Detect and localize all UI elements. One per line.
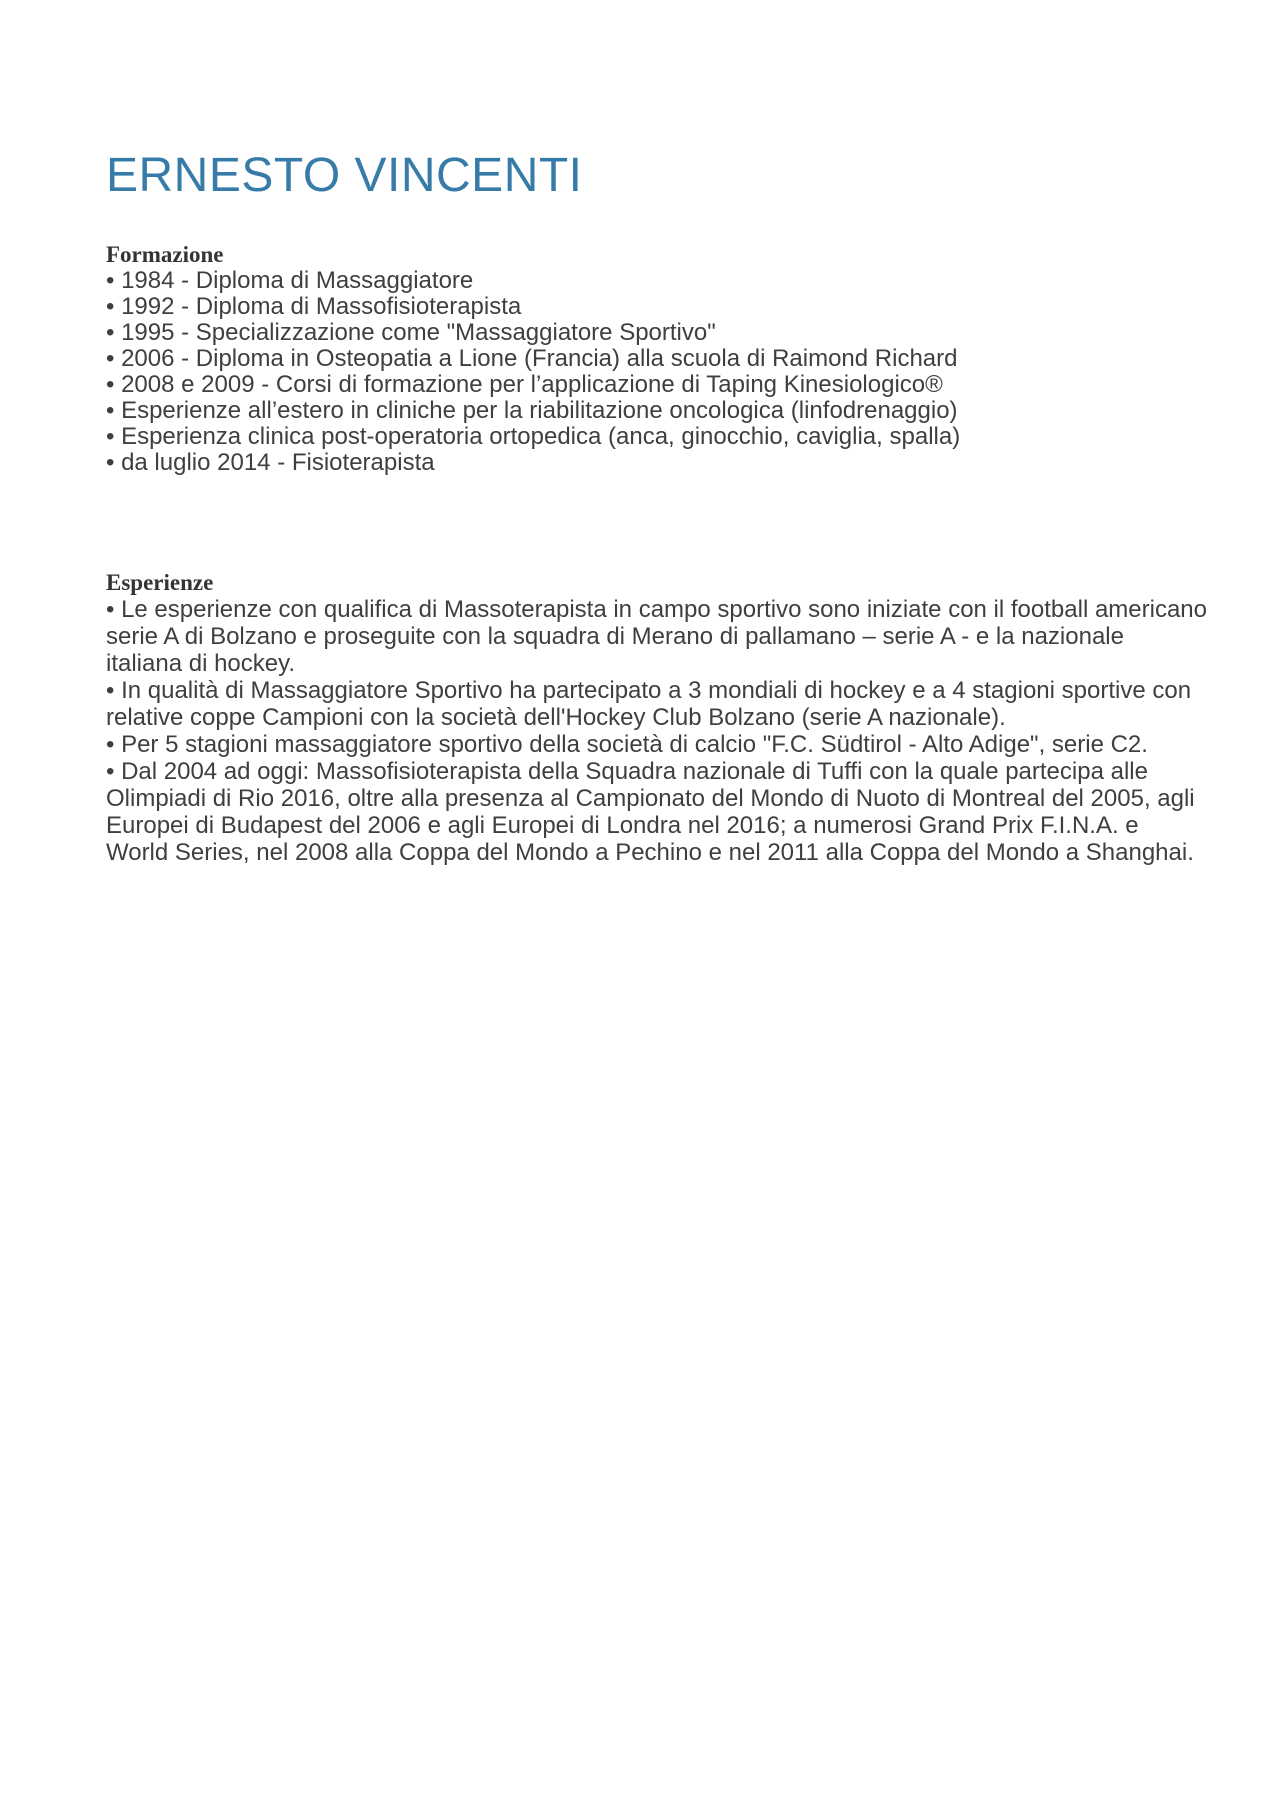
esperienze-paragraph bbox=[106, 758, 1230, 866]
paragraph-line: • Dal 2004 ad oggi: Massofisioterapista della Squadra nazionale di Tuffi con la quale partecipa alle bbox=[106, 758, 1148, 785]
formazione-heading: Formazione bbox=[106, 242, 224, 267]
formazione-item: • 1984 - Diploma di Massaggiatore bbox=[106, 267, 474, 294]
section-esperienze bbox=[106, 569, 1230, 866]
esperienze-paragraph bbox=[106, 731, 1230, 758]
paragraph-line: relative coppe Campioni con la società dell'Hockey Club Bolzano (serie A nazionale). bbox=[106, 704, 1006, 731]
formazione-item: • 1992 - Diploma di Massofisioterapista bbox=[106, 293, 522, 320]
esperienze-paragraph bbox=[106, 677, 1230, 731]
esperienze-list bbox=[106, 596, 1230, 866]
paragraph-line: • Per 5 stagioni massaggiatore sportivo della società di calcio "F.C. Südtirol - Alto Adige", serie C2. bbox=[106, 731, 1148, 758]
esperienze-paragraph bbox=[106, 596, 1230, 677]
page-title: ERNESTO VINCENTI bbox=[106, 149, 583, 202]
paragraph-line: World Series, nel 2008 alla Coppa del Mondo a Pechino e nel 2011 alla Coppa del Mondo a Shanghai. bbox=[106, 839, 1194, 866]
paragraph-line: italiana di hockey. bbox=[106, 650, 295, 677]
paragraph-line: Olimpiadi di Rio 2016, oltre alla presenza al Campionato del Mondo di Nuoto di Montreal del 2005, agli bbox=[106, 785, 1195, 812]
formazione-item: • 1995 - Specializzazione come "Massaggiatore Sportivo" bbox=[106, 319, 716, 346]
paragraph-line: serie A di Bolzano e proseguite con la squadra di Merano di pallamano – serie A - e la nazionale bbox=[106, 623, 1124, 650]
esperienze-heading: Esperienze bbox=[106, 570, 214, 595]
formazione-list bbox=[106, 268, 1230, 476]
section-formazione bbox=[106, 242, 1230, 476]
paragraph-line: Europei di Budapest del 2006 e agli Europei di Londra nel 2016; a numerosi Grand Prix F.I.N.A. e bbox=[106, 812, 1139, 839]
formazione-item: • Esperienze all’estero in cliniche per la riabilitazione oncologica (linfodrenaggio) bbox=[106, 397, 958, 424]
paragraph-line: • In qualità di Massaggiatore Sportivo ha partecipato a 3 mondiali di hockey e a 4 stagioni sportive con bbox=[106, 677, 1192, 704]
paragraph-line: • Le esperienze con qualifica di Massoterapista in campo sportivo sono iniziate con il football americano bbox=[106, 596, 1207, 623]
formazione-item: • 2008 e 2009 - Corsi di formazione per l’applicazione di Taping Kinesiologico® bbox=[106, 371, 943, 398]
formazione-item: • Esperienza clinica post-operatoria ortopedica (anca, ginocchio, caviglia, spalla) bbox=[106, 423, 961, 450]
formazione-item: • da luglio 2014 - Fisioterapista bbox=[106, 449, 435, 476]
formazione-item: • 2006 - Diploma in Osteopatia a Lione (Francia) alla scuola di Raimond Richard bbox=[106, 345, 958, 372]
